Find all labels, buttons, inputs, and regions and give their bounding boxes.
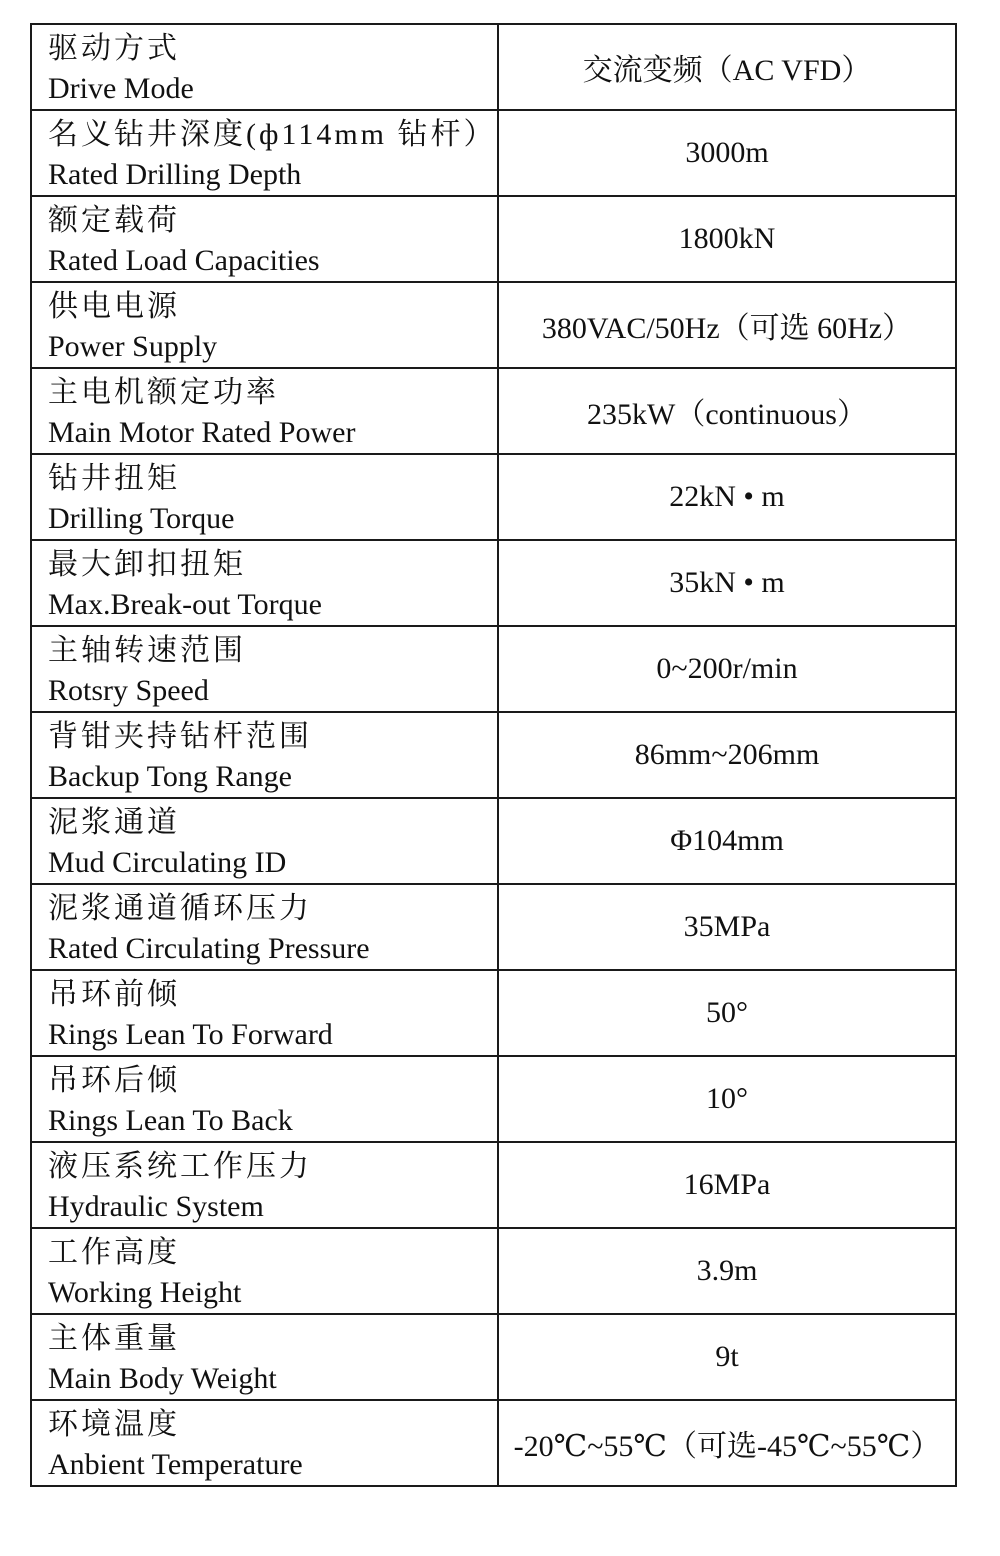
spec-label-cn: 驱动方式 xyxy=(48,32,180,65)
spec-row xyxy=(31,798,956,884)
spec-label-cell xyxy=(31,454,498,540)
spec-label-cell xyxy=(31,712,498,798)
spec-label-cell xyxy=(31,970,498,1056)
spec-value: 1800kN xyxy=(498,196,956,282)
spec-value: 3.9m xyxy=(498,1228,956,1314)
spec-row xyxy=(31,626,956,712)
spec-label-en: Main Body Weight xyxy=(48,1362,277,1395)
spec-label-cn: 主电机额定功率 xyxy=(48,376,279,409)
spec-row xyxy=(31,540,956,626)
spec-label-cell xyxy=(31,24,498,110)
spec-label-cell xyxy=(31,1142,498,1228)
spec-row xyxy=(31,712,956,798)
spec-label-cn: 环境温度 xyxy=(48,1408,180,1441)
spec-label-en: Power Supply xyxy=(48,330,218,363)
spec-label-cell xyxy=(31,196,498,282)
spec-label-cn: 泥浆通道循环压力 xyxy=(48,892,312,925)
spec-row xyxy=(31,970,956,1056)
spec-label-cn: 钻井扭矩 xyxy=(48,462,180,495)
spec-label-cell xyxy=(31,540,498,626)
spec-row xyxy=(31,24,956,110)
spec-row xyxy=(31,1142,956,1228)
spec-row xyxy=(31,1228,956,1314)
spec-label-en: Drilling Torque xyxy=(48,502,235,535)
spec-row xyxy=(31,1314,956,1400)
spec-value: 16MPa xyxy=(498,1142,956,1228)
spec-label-en: Anbient Temperature xyxy=(48,1448,303,1481)
spec-label-cell xyxy=(31,626,498,712)
spec-label-cell xyxy=(31,1228,498,1314)
spec-value: 9t xyxy=(498,1314,956,1400)
spec-label-en: Rotsry Speed xyxy=(48,674,209,707)
spec-label-cell xyxy=(31,1314,498,1400)
spec-label-en: Rated Load Capacities xyxy=(48,244,320,277)
spec-label-cell xyxy=(31,368,498,454)
spec-value: 0~200r/min xyxy=(498,626,956,712)
spec-label-cn: 主轴转速范围 xyxy=(48,634,246,667)
spec-label-en: Hydraulic System xyxy=(48,1190,264,1223)
spec-label-cn: 泥浆通道 xyxy=(48,806,180,839)
spec-label-en: Rings Lean To Back xyxy=(48,1104,293,1137)
spec-label-cell xyxy=(31,1400,498,1486)
spec-label-en: Working Height xyxy=(48,1276,242,1309)
spec-value: 3000m xyxy=(498,110,956,196)
spec-row xyxy=(31,368,956,454)
spec-row xyxy=(31,884,956,970)
spec-row xyxy=(31,1400,956,1486)
spec-label-cell xyxy=(31,110,498,196)
spec-label-cn: 吊环后倾 xyxy=(48,1064,180,1097)
spec-row xyxy=(31,110,956,196)
spec-label-cn: 工作高度 xyxy=(48,1236,180,1269)
spec-row xyxy=(31,454,956,540)
spec-value: 86mm~206mm xyxy=(498,712,956,798)
spec-value: 380VAC/50Hz（可选 60Hz） xyxy=(498,282,956,368)
spec-label-cell xyxy=(31,884,498,970)
spec-table-body xyxy=(31,24,956,1486)
spec-label-cn: 背钳夹持钻杆范围 xyxy=(48,720,312,753)
spec-label-en: Main Motor Rated Power xyxy=(48,416,356,449)
spec-label-en: Drive Mode xyxy=(48,72,194,105)
spec-label-cell xyxy=(31,282,498,368)
spec-value: 235kW（continuous） xyxy=(498,368,956,454)
spec-label-cn: 吊环前倾 xyxy=(48,978,180,1011)
spec-label-cn: 液压系统工作压力 xyxy=(48,1150,312,1183)
spec-label-cn: 额定载荷 xyxy=(48,204,180,237)
spec-label-cn: 供电电源 xyxy=(48,290,180,323)
spec-label-en: Rated Circulating Pressure xyxy=(48,932,370,965)
spec-label-en: Rated Drilling Depth xyxy=(48,158,302,191)
spec-value: 22kN • m xyxy=(498,454,956,540)
spec-value: 50° xyxy=(498,970,956,1056)
spec-value: 35kN • m xyxy=(498,540,956,626)
spec-label-cell xyxy=(31,1056,498,1142)
spec-label-en: Mud Circulating ID xyxy=(48,846,287,879)
spec-label-en: Rings Lean To Forward xyxy=(48,1018,333,1051)
spec-label-cn: 主体重量 xyxy=(48,1322,180,1355)
spec-row xyxy=(31,196,956,282)
spec-value: 35MPa xyxy=(498,884,956,970)
spec-value: 交流变频（AC VFD） xyxy=(498,24,956,110)
spec-label-cell xyxy=(31,798,498,884)
spec-row xyxy=(31,1056,956,1142)
spec-label-en: Backup Tong Range xyxy=(48,760,292,793)
spec-label-en: Max.Break-out Torque xyxy=(48,588,322,621)
spec-label-cn: 名义钻井深度(ф114mm 钻杆） xyxy=(48,118,497,151)
spec-table xyxy=(30,23,957,1487)
spec-row xyxy=(31,282,956,368)
spec-value: Φ104mm xyxy=(498,798,956,884)
spec-value: -20℃~55℃（可选-45℃~55℃） xyxy=(498,1400,956,1486)
spec-value: 10° xyxy=(498,1056,956,1142)
spec-label-cn: 最大卸扣扭矩 xyxy=(48,548,246,581)
